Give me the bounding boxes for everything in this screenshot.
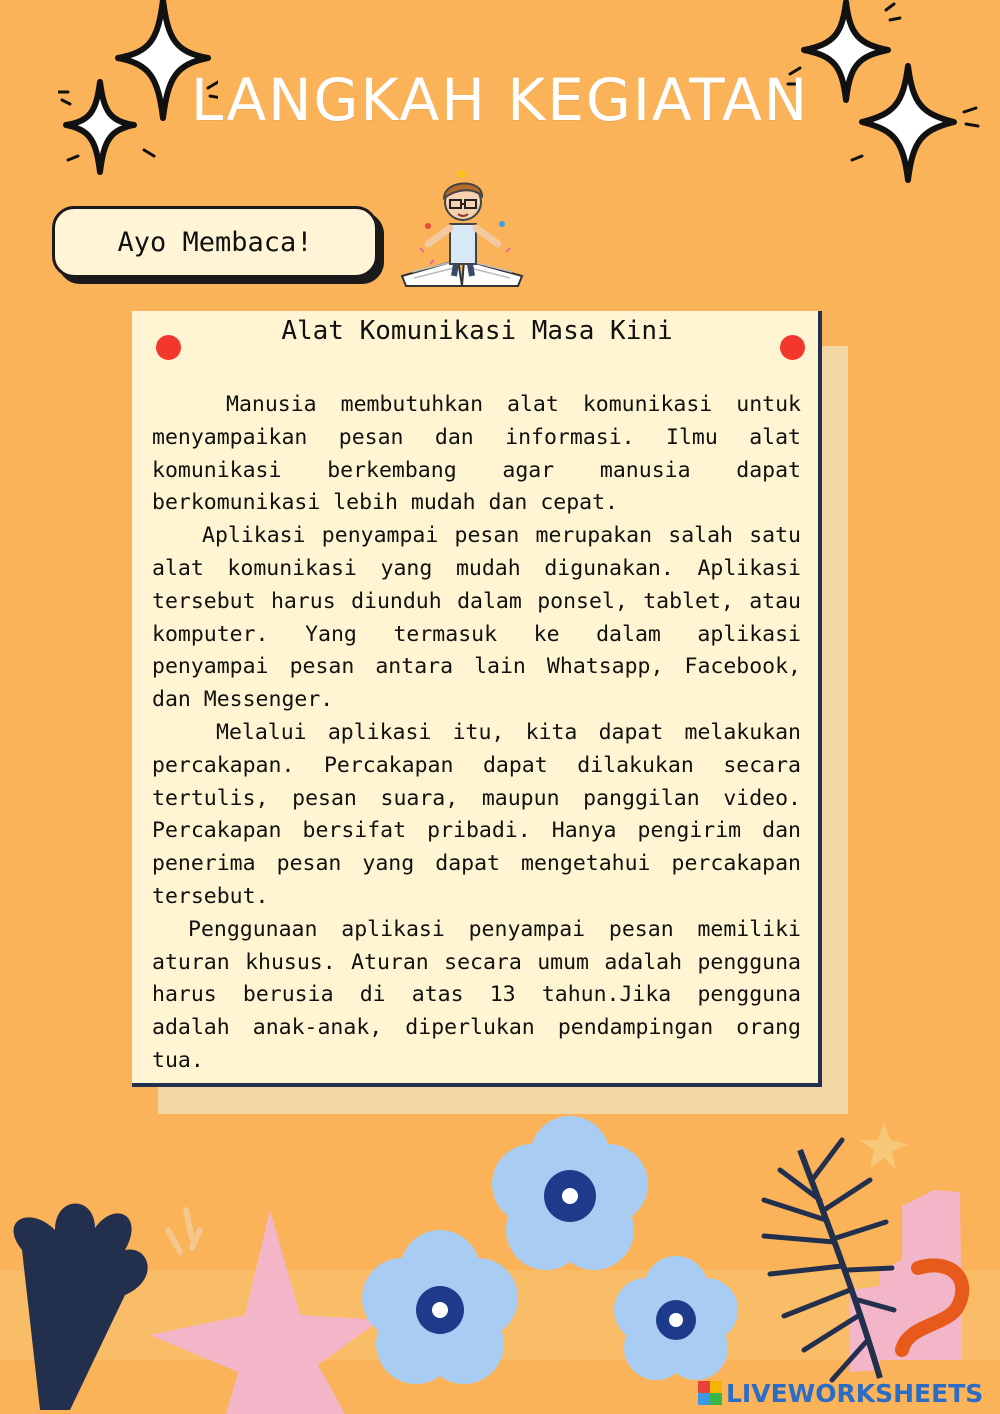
- paragraph: Melalui aplikasi itu, kita dapat melakukan percakapan. Percakapan dapat dilakukan secara tertulis, pesan suara, maupun panggilan video. Percakapan bersifat pribadi. Hanya pengirim dan penerima pesan yang dapat mengetahui percakapan tersebut.: [152, 719, 801, 909]
- paragraph: Penggunaan aplikasi penyampai pesan memiliki aturan khusus. Aturan secara umum adalah pengguna harus berusia di atas 13 tahun.Jika pengguna adalah anak-anak, diperlukan pendampingan orang tua.: [152, 916, 801, 1073]
- logo-icon: [698, 1381, 722, 1405]
- star-icon: [860, 1122, 908, 1170]
- leaf-icon: [14, 1203, 148, 1410]
- star-icon: [150, 1210, 380, 1414]
- flower-icon: [362, 1230, 518, 1384]
- liveworksheets-logo[interactable]: [698, 1378, 983, 1408]
- note-title: Alat Komunikasi Masa Kini: [281, 316, 673, 346]
- reader-illustration: [398, 168, 528, 290]
- flower-icon: [614, 1256, 738, 1380]
- flower-icon: [492, 1116, 648, 1270]
- page-title: LANGKAH KEGIATAN: [190, 66, 810, 134]
- paragraph: Aplikasi penyampai pesan merupakan salah satu alat komunikasi yang mudah digunakan. Aplikasi tersebut harus diunduh dalam ponsel, tablet, atau komputer. Yang termasuk ke dalam aplikasi penyampai pesan antara lain Whatsapp, Facebook, dan Messenger.: [152, 523, 801, 713]
- logo-text: LIVEWORKSHEETS: [726, 1378, 984, 1408]
- reading-note: [132, 311, 822, 1087]
- floral-decoration: [0, 1110, 1000, 1414]
- paragraph: Manusia membutuhkan alat komunikasi untuk menyampaikan pesan dan informasi. Ilmu alat komunikasi berkembang agar manusia dapat berkomunikasi lebih mudah dan cepat.: [152, 392, 801, 516]
- read-activity-button[interactable]: Ayo Membaca!: [52, 206, 378, 278]
- note-body: [152, 389, 801, 1078]
